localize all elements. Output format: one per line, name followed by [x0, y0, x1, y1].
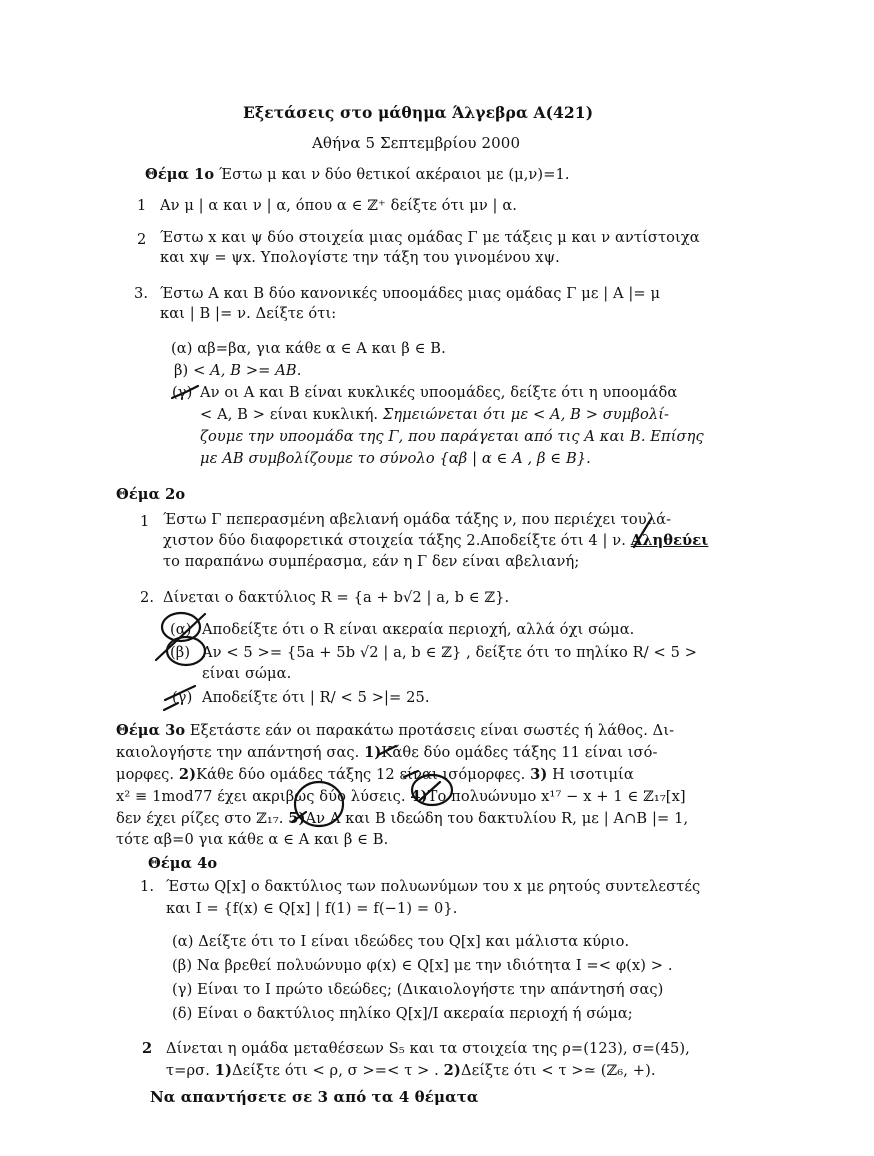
theme4-q2-part2-text: Δείξτε ότι < τ >≃ (ℤ₆, +).: [460, 1062, 656, 1079]
theme2-q1-line3: το παραπάνω συμπέρασμα, εάν η Γ δεν είναι αβελιανή;: [163, 553, 580, 570]
theme4-q1c: [172, 981, 663, 999]
theme4-q1b-label: (β): [172, 957, 193, 974]
theme1-q3b-text: < A, B >= AB.: [193, 362, 302, 379]
theme1-q3b-label: β): [174, 362, 189, 379]
theme4-q1-line2: και I = {f(x) ∈ Q[x] | f(1) = f(−1) = 0}.: [166, 900, 458, 917]
theme2-q2b-line1: Αν < 5 >= {5a + 5b √2 | a, b ∈ ℤ} , δείξτε ότι το πηλίκο R/ < 5 >: [202, 644, 698, 661]
theme2-q1-line2: [163, 532, 708, 550]
theme4-q1d: [172, 1005, 633, 1023]
theme4-q2-line2-text: τ=ρσ.: [166, 1062, 215, 1079]
theme1-q3c-line1: Αν οι Α και Β είναι κυκλικές υποομάδες, δείξτε ότι η υποομάδα: [200, 384, 678, 401]
theme1-q3a: [171, 340, 446, 358]
theme3-line4: [116, 788, 686, 806]
theme3-item3-text: Η ισοτιμία: [547, 766, 634, 783]
theme4-q1a-text: Δείξτε ότι το Ι είναι ιδεώδες του Q[x] και μάλιστα κύριο.: [198, 933, 630, 950]
theme2-q2-text: Δίνεται ο δακτύλιος R = {a + b√2 | a, b ∈ ℤ}.: [163, 589, 510, 606]
theme1-q3b: [174, 362, 301, 380]
theme3-item1-num: 1): [364, 744, 382, 761]
theme1-q3c-line4: με ΑΒ συμβολίζουμε το σύνολο {αβ | α ∈ A , β ∈ B}.: [200, 450, 591, 467]
theme4-q2-line1: Δίνεται η ομάδα μεταθέσεων S₅ και τα στοιχεία της ρ=(123), σ=(45),: [166, 1040, 690, 1057]
theme2-q1-num: 1: [140, 513, 150, 530]
theme1-q3c-line2a: < A, B > είναι κυκλική.: [200, 406, 383, 423]
theme4-q1c-label: (γ): [172, 981, 193, 998]
theme1-q3a-text: αβ=βα, για κάθε α ∈ A και β ∈ B.: [197, 340, 446, 357]
theme4-q1c-text: Είναι το Ι πρώτο ιδεώδες; (Δικαιολογήστε την απάντησή σας): [197, 981, 664, 998]
theme2-q2c-text: Αποδείξτε ότι | R/ < 5 >|= 25.: [202, 689, 430, 706]
theme2-q2-num: 2.: [140, 589, 155, 606]
theme4-q1d-label: (δ): [172, 1005, 193, 1022]
theme3-item4-num: 4): [410, 788, 428, 805]
theme3-item1-text: Κάθε δύο ομάδες τάξης 11 είναι ισό-: [381, 744, 658, 761]
footer-instruction: Να απαντήσετε σε 3 από τα 4 θέματα: [150, 1088, 479, 1106]
theme4-q2-num: 2: [142, 1040, 153, 1057]
theme4-q1a-label: (α): [172, 933, 194, 950]
theme4-q2-part1-num: 1): [214, 1062, 232, 1079]
theme1-q2-num: 2: [137, 231, 147, 248]
theme4-q1-num: 1.: [140, 878, 155, 895]
theme2-q2c-label: (γ): [172, 689, 193, 706]
theme1-q3-line2: και | B |= ν. Δείξτε ότι:: [160, 305, 337, 322]
theme4-q2-part2-num: 2): [443, 1062, 461, 1079]
document-date: Αθήνα 5 Σεπτεμβρίου 2000: [312, 134, 521, 152]
theme3-heading: Θέμα 3ο: [116, 722, 186, 739]
theme2-q1-line1: Έστω Γ πεπερασμένη αβελιανή ομάδα τάξης ν, που περιέχει τουλά-: [163, 511, 672, 528]
theme1-q2-line1: Έστω x και ψ δύο στοιχεία μιας ομάδας Γ με τάξεις μ και ν αντίστοιχα: [160, 229, 700, 246]
theme2-heading: Θέμα 2ο: [116, 486, 186, 503]
theme3-item2-num: 2): [178, 766, 197, 783]
theme3-line3: [116, 766, 634, 784]
theme1-heading: Θέμα 1ο: [145, 166, 215, 183]
theme3-line3-text: μορφες.: [116, 766, 179, 783]
theme2-q1-underlined-word: Αληθεύει: [630, 532, 709, 549]
theme4-q2-part1-text: Δείξτε ότι < ρ, σ >=< τ > .: [232, 1062, 444, 1079]
theme2-q2a-text: Αποδείξτε ότι ο R είναι ακεραία περιοχή, αλλά όχι σώμα.: [202, 621, 635, 638]
theme4-q1b: [172, 957, 673, 975]
theme1-q3c-line3: ζουμε την υποομάδα της Γ, που παράγεται από τις Α και Β. Επίσης: [200, 428, 704, 445]
theme2-q2b-line2: είναι σώμα.: [202, 665, 292, 682]
theme3-line1: [116, 722, 674, 740]
theme3-item4-text: Το πολυώνυμο x¹⁷ − x + 1 ∈ ℤ₁₇[x]: [427, 788, 686, 805]
theme1-q2-line2: και xψ = ψx. Υπολογίστε την τάξη του γινομένου xψ.: [160, 249, 560, 266]
theme3-item4-cont: δεν έχει ρίζες στο ℤ₁₇.: [116, 810, 289, 827]
theme3-item5-num: 5): [288, 810, 306, 827]
theme1-q3c-line2b: Σημειώνεται ότι με < A, B > συμβολί-: [382, 406, 670, 423]
theme3-item3-num: 3): [530, 766, 548, 783]
theme3-item3-cont: x² ≡ 1mod77 έχει ακριβώς δύο λύσεις.: [116, 788, 411, 805]
theme4-q1-line1: Έστω Q[x] ο δακτύλιος των πολυωνύμων του x με ρητούς συντελεστές: [166, 878, 701, 895]
theme3-item5-text: Αν Α και Β ιδεώδη του δακτυλίου R, με | A∩B |= 1,: [305, 810, 689, 827]
theme4-q2-line2: [166, 1062, 656, 1080]
theme3-line5: [116, 810, 688, 828]
theme1-intro-line: [145, 166, 570, 184]
theme3-item2-text: Κάθε δύο ομάδες τάξης 12 είναι ισόμορφες.: [196, 766, 531, 783]
theme3-line1-text: Εξετάστε εάν οι παρακάτω προτάσεις είναι σωστές ή λάθος. Δι-: [189, 722, 675, 739]
theme1-q1-num: 1: [137, 197, 147, 214]
theme3-line6: τότε αβ=0 για κάθε α ∈ A και β ∈ B.: [116, 831, 389, 848]
theme2-q2b-label: (β): [170, 644, 191, 661]
theme1-q3-line1: Έστω Α και Β δύο κανονικές υποομάδες μιας ομάδας Γ με | A |= μ: [160, 285, 661, 302]
theme1-q3a-label: (α): [171, 340, 193, 357]
theme4-q1a: [172, 933, 629, 951]
theme1-q3c-line2: [200, 406, 669, 424]
theme3-line2-text: καιολογήστε την απάντησή σας.: [116, 744, 365, 761]
theme1-q3c-label: (γ): [172, 384, 193, 401]
theme2-q1-line2-text: χιστον δύο διαφορετικά στοιχεία τάξης 2.Αποδείξτε ότι 4 | ν.: [163, 532, 627, 549]
theme4-q1d-text: Είναι ο δακτύλιος πηλίκο Q[x]/I ακεραία περιοχή ή σώμα;: [197, 1005, 633, 1022]
theme1-intro: Έστω μ και ν δύο θετικοί ακέραιοι με (μ,ν)=1.: [218, 166, 570, 183]
theme4-heading: Θέμα 4ο: [148, 855, 218, 872]
theme1-q3-num: 3.: [134, 285, 149, 302]
document-title: Εξετάσεις στο μάθημα Άλγεβρα Α(421): [243, 103, 594, 122]
theme4-q1b-text: Να βρεθεί πολυώνυμο φ(x) ∈ Q[x] με την ιδιότητα I =< φ(x) > .: [196, 957, 673, 974]
theme1-q1-text: Αν μ | α και ν | α, όπου α ∈ ℤ⁺ δείξτε ότι μν | α.: [160, 197, 518, 214]
theme3-line2: [116, 744, 658, 762]
theme2-q2a-label: (α): [170, 621, 192, 638]
